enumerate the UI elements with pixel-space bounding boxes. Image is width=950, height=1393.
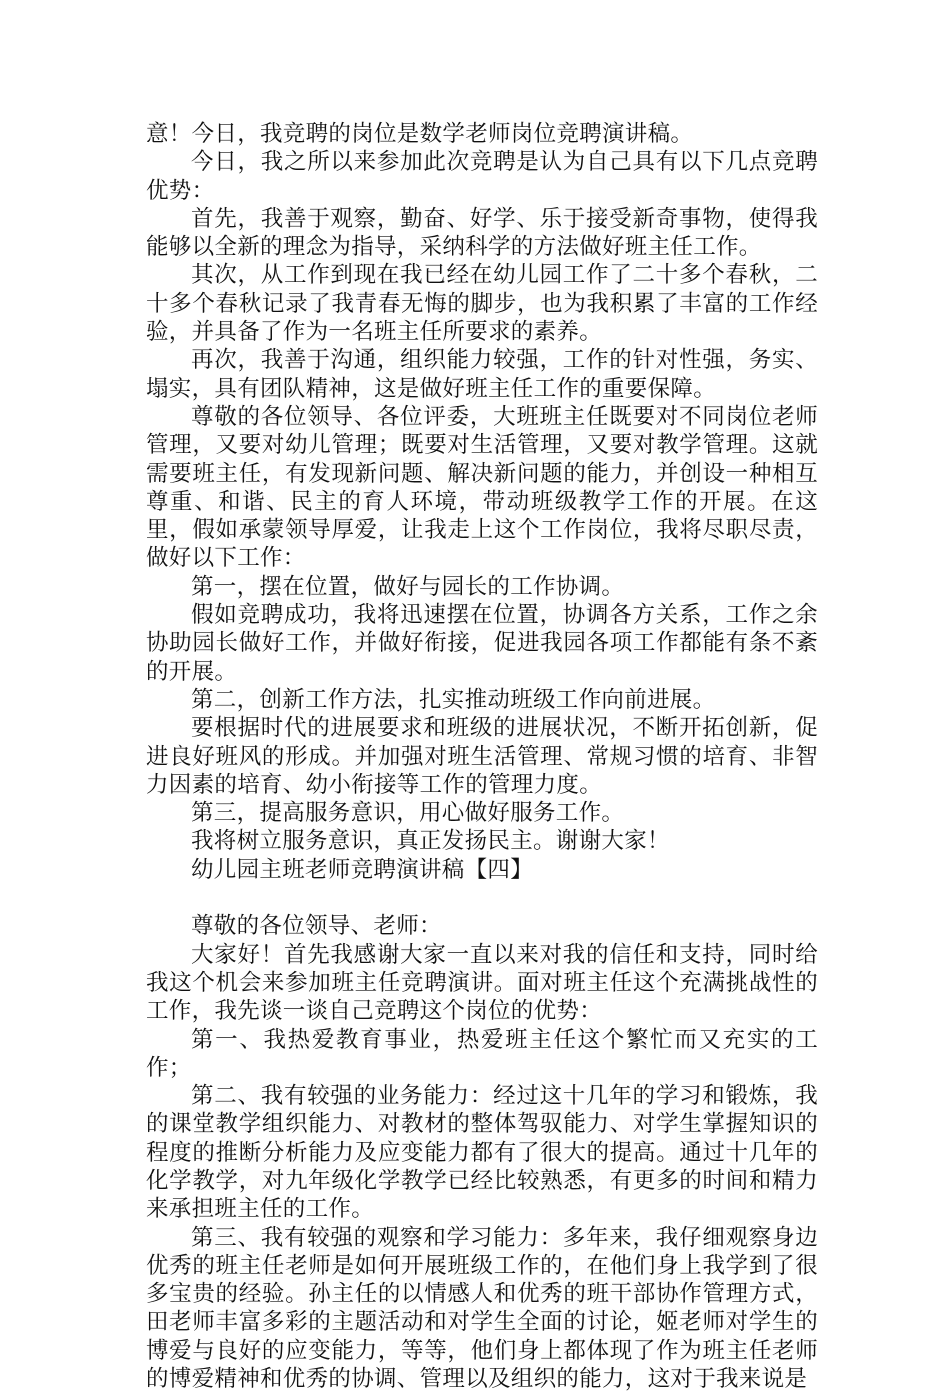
document-body (146, 120, 818, 1393)
paragraph: 第二、我有较强的业务能力：经过这十几年的学习和锻炼，我的课堂教学组织能力、对教材的整体驾驭能力、对学生掌握知识的程度的推断分析能力及应变能力都有了很大的提高。通过十几年的化学教学，对九年级化学教学已经比较熟悉，有更多的时间和精力来承担班主任的工作。 (146, 1083, 818, 1223)
paragraph: 第一、我热爱教育事业，热爱班主任这个繁忙而又充实的工作； (146, 1026, 818, 1081)
paragraph: 意！今日，我竞聘的岗位是数学老师岗位竞聘演讲稿。 (146, 121, 694, 147)
paragraph: 第二，创新工作方法，扎实推动班级工作向前进展。 (191, 686, 716, 713)
paragraph: 幼儿园主班老师竞聘演讲稿【四】 (191, 856, 534, 883)
paragraph: 尊敬的各位领导、老师： (191, 913, 442, 940)
paragraph: 我将树立服务意识，真正发扬民主。谢谢大家！ (191, 828, 670, 855)
paragraph: 第三、我有较强的观察和学习能力：多年来，我仔细观察身边优秀的班主任老师是如何开展班级工作的，在他们身上我学到了很多宝贵的经验。孙主任的以情感人和优秀的班干部协作管理方式，田老师丰富多彩的主题活动和对学生全面的讨论，姬老师对学生的博爱与良好的应变能力，等等，他们身上都体现了作为班主任老师的博爱精神和优秀的协调、管理以及组织的能力，这对于我来说是 (146, 1224, 818, 1393)
paragraph: 第一，摆在位置，做好与园长的工作协调。 (191, 573, 625, 600)
paragraph: 第三，提高服务意识，用心做好服务工作。 (191, 800, 625, 827)
paragraph: 假如竞聘成功，我将迅速摆在位置，协调各方关系，工作之余协助园长做好工作，并做好衔接，促进我园各项工作都能有条不紊的开展。 (146, 602, 818, 685)
paragraph: 再次，我善于沟通，组织能力较强，工作的针对性强，务实、塌实，具有团队精神，这是做好班主任工作的重要保障。 (146, 347, 818, 402)
paragraph: 其次，从工作到现在我已经在幼儿园工作了二十多个春秋，二十多个春秋记录了我青春无悔的脚步，也为我积累了丰富的工作经验，并具备了作为一名班主任所要求的素养。 (146, 262, 818, 346)
paragraph: 首先，我善于观察，勤奋、好学、乐于接受新奇事物，使得我能够以全新的理念为指导，采纳科学的方法做好班主任工作。 (146, 205, 818, 261)
paragraph: 大家好！首先我感谢大家一直以来对我的信任和支持，同时给我这个机会来参加班主任竞聘演讲。面对班主任这个充满挑战性的工作，我先谈一谈自己竞聘这个岗位的优势： (146, 941, 818, 1025)
paragraph: 今日，我之所以来参加此次竞聘是认为自己具有以下几点竞聘优势： (146, 149, 818, 204)
paragraph: 尊敬的各位领导、各位评委，大班班主任既要对不同岗位老师管理，又要对幼儿管理；既要对生活管理，又要对教学管理。这就需要班主任，有发现新问题、解决新问题的能力，并创设一种相互尊重、和谐、民主的育人环境，带动班级教学工作的开展。在这里，假如承蒙领导厚爱，让我走上这个工作岗位，我将尽职尽责，做好以下工作： (146, 403, 818, 572)
paragraph: 要根据时代的进展要求和班级的进展状况，不断开拓创新，促进良好班风的形成。并加强对班生活管理、常规习惯的培育、非智力因素的培育、幼小衔接等工作的管理力度。 (146, 715, 818, 798)
paragraph-spacer (146, 884, 818, 912)
